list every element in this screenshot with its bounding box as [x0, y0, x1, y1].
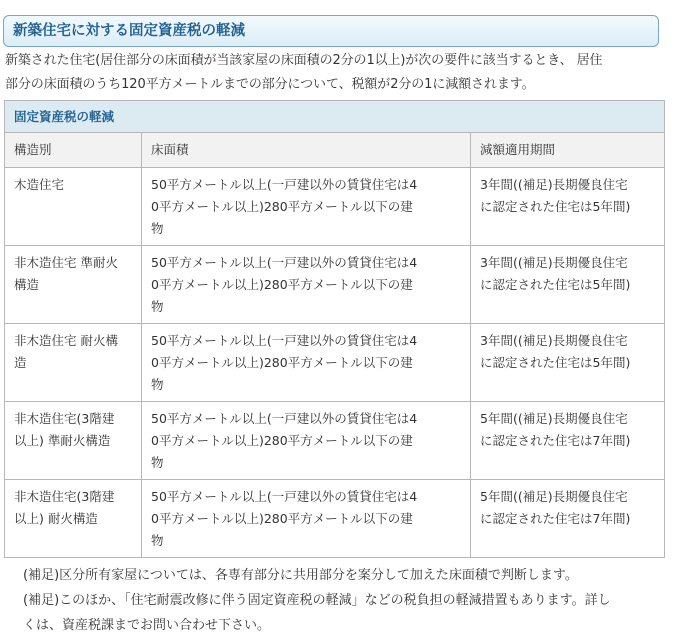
area-cell: [142, 480, 471, 558]
structure-line: 非木造住宅 準耐火: [14, 255, 118, 270]
structure-cell: [5, 480, 142, 558]
area-line: 50平方メートル以上(一戸建以外の賃貸住宅は4: [151, 255, 418, 270]
note-line: くは、資産税課までお問い合わせ下さい。: [23, 618, 271, 633]
period-line: に認定された住宅は5年間): [480, 355, 631, 370]
area-cell: [142, 402, 471, 480]
table-row: [5, 480, 665, 558]
area-line: 0平方メートル以上)280平方メートル以下の建: [151, 511, 413, 526]
area-line: 物: [151, 377, 164, 392]
section-heading: 新築住宅に対する固定資産税の軽減: [3, 15, 659, 47]
structure-line: 構造: [14, 277, 40, 292]
period-line: 3年間((補足)長期優良住宅: [480, 255, 628, 270]
area-line: 0平方メートル以上)280平方メートル以下の建: [151, 433, 413, 448]
period-cell: [471, 324, 665, 402]
period-line: 5年間((補足)長期優良住宅: [480, 411, 628, 426]
table-row: [5, 246, 665, 324]
intro-paragraph: [5, 49, 667, 97]
structure-line: 造: [14, 355, 27, 370]
area-line: 50平方メートル以上(一戸建以外の賃貸住宅は4: [151, 489, 418, 504]
structure-line: 以上) 耐火構造: [14, 511, 98, 526]
table-header-row: [5, 133, 665, 168]
area-cell: [142, 168, 471, 246]
area-cell: [142, 324, 471, 402]
area-line: 50平方メートル以上(一戸建以外の賃貸住宅は4: [151, 177, 418, 192]
period-line: 3年間((補足)長期優良住宅: [480, 177, 628, 192]
period-cell: [471, 168, 665, 246]
period-line: に認定された住宅は5年間): [480, 199, 631, 214]
tax-reduction-table: [4, 100, 665, 558]
structure-line: 以上) 準耐火構造: [14, 433, 111, 448]
structure-line: 非木造住宅(3階建: [14, 489, 115, 504]
period-line: に認定された住宅は7年間): [480, 433, 631, 448]
structure-cell: [5, 324, 142, 402]
area-line: 50平方メートル以上(一戸建以外の賃貸住宅は4: [151, 411, 418, 426]
area-line: 物: [151, 299, 164, 314]
period-cell: [471, 246, 665, 324]
header-structure: 構造別: [5, 133, 142, 168]
structure-line: 非木造住宅 耐火構: [14, 333, 118, 348]
area-line: 物: [151, 533, 164, 548]
header-area: 床面積: [142, 133, 471, 168]
period-line: に認定された住宅は5年間): [480, 277, 631, 292]
structure-cell: [5, 402, 142, 480]
area-line: 0平方メートル以上)280平方メートル以下の建: [151, 199, 413, 214]
period-line: 3年間((補足)長期優良住宅: [480, 333, 628, 348]
structure-line: 非木造住宅(3階建: [14, 411, 115, 426]
period-line: 5年間((補足)長期優良住宅: [480, 489, 628, 504]
table-row: [5, 402, 665, 480]
table-caption: 固定資産税の軽減: [5, 101, 665, 133]
area-line: 0平方メートル以上)280平方メートル以下の建: [151, 355, 413, 370]
period-line: に認定された住宅は7年間): [480, 511, 631, 526]
header-period: 減額適用期間: [471, 133, 665, 168]
notes: [23, 563, 665, 638]
table-row: [5, 168, 665, 246]
structure-cell: [5, 168, 142, 246]
structure-line: 木造住宅: [14, 177, 65, 192]
table-row: [5, 324, 665, 402]
area-line: 0平方メートル以上)280平方メートル以下の建: [151, 277, 413, 292]
period-cell: [471, 402, 665, 480]
note-line: (補足)このほか、「住宅耐震改修に伴う固定資産税の軽減」などの税負担の軽減措置もあります。詳し: [23, 593, 611, 608]
area-cell: [142, 246, 471, 324]
period-cell: [471, 480, 665, 558]
structure-cell: [5, 246, 142, 324]
area-line: 物: [151, 221, 164, 236]
note-line: (補足)区分所有家屋については、各専有部分に共用部分を案分して加えた床面積で判断します。: [23, 568, 578, 583]
intro-line: 新築された住宅(居住部分の床面積が当該家屋の床面積の2分の1以上)が次の要件に該当するとき、 居住: [5, 53, 603, 68]
area-line: 物: [151, 455, 164, 470]
intro-line: 部分の床面積のうち120平方メートルまでの部分について、税額が2分の1に減額されます。: [5, 77, 535, 92]
area-line: 50平方メートル以上(一戸建以外の賃貸住宅は4: [151, 333, 418, 348]
